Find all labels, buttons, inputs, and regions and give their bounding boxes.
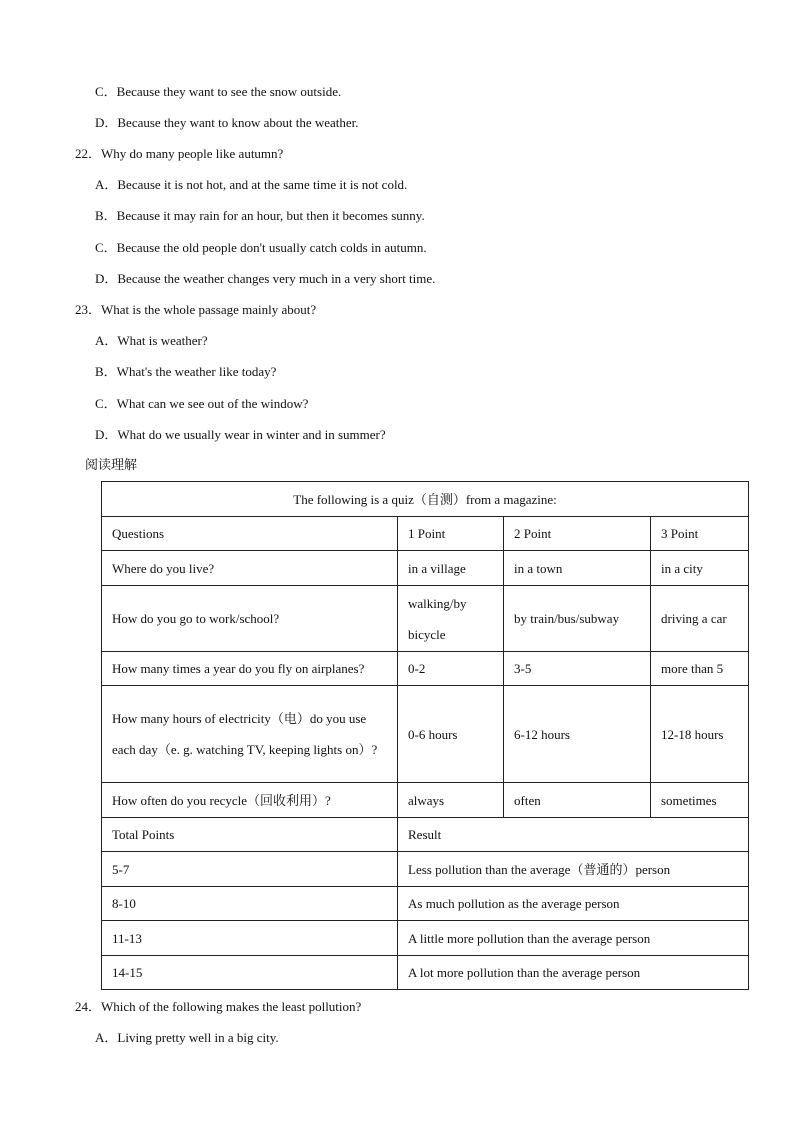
point-2-cell: often bbox=[504, 783, 651, 818]
question-23: 23．What is the whole passage mainly about? bbox=[75, 302, 317, 317]
table-row bbox=[102, 852, 749, 887]
q21-option-c: C．Because they want to see the snow outside. bbox=[95, 84, 342, 99]
result-header-row bbox=[102, 818, 749, 852]
result-cell: Less pollution than the average（普通的）person bbox=[398, 852, 749, 887]
quiz-table bbox=[101, 481, 749, 990]
question-24: 24．Which of the following makes the least pollution? bbox=[75, 999, 362, 1014]
header-result: Result bbox=[398, 818, 749, 852]
table-row bbox=[102, 652, 749, 686]
q23-option-c: C．What can we see out of the window? bbox=[95, 396, 309, 411]
q21-option-d: D．Because they want to know about the weather. bbox=[95, 115, 359, 130]
point-2-cell: 3-5 bbox=[504, 652, 651, 686]
point-3-cell: driving a car bbox=[651, 586, 749, 652]
points-range-cell: 8-10 bbox=[102, 887, 398, 921]
question-cell: Where do you live? bbox=[102, 551, 398, 586]
quiz-caption-row bbox=[102, 482, 749, 517]
question-cell: How many hours of electricity（电）do you use each day（e. g. watching TV, keeping lights on）? bbox=[102, 686, 398, 783]
point-1-cell: in a village bbox=[398, 551, 504, 586]
header-total-points: Total Points bbox=[102, 818, 398, 852]
table-row bbox=[102, 921, 749, 956]
points-range-cell: 5-7 bbox=[102, 852, 398, 887]
result-cell: A little more pollution than the average person bbox=[398, 921, 749, 956]
q22-option-d: D．Because the weather changes very much in a very short time. bbox=[95, 271, 436, 286]
point-1-cell: 0-2 bbox=[398, 652, 504, 686]
header-2-point: 2 Point bbox=[504, 517, 651, 551]
table-row bbox=[102, 783, 749, 818]
q23-option-b: B．What's the weather like today? bbox=[95, 364, 277, 379]
table-row bbox=[102, 887, 749, 921]
quiz-caption: The following is a quiz（自测）from a magazine: bbox=[102, 482, 749, 517]
point-1-cell: always bbox=[398, 783, 504, 818]
q23-option-d: D．What do we usually wear in winter and in summer? bbox=[95, 427, 386, 442]
result-cell: As much pollution as the average person bbox=[398, 887, 749, 921]
q23-option-a: A．What is weather? bbox=[95, 333, 208, 348]
q24-option-a: A．Living pretty well in a big city. bbox=[95, 1030, 279, 1045]
header-questions: Questions bbox=[102, 517, 398, 551]
section-title: 阅读理解 bbox=[85, 458, 138, 473]
question-cell: How do you go to work/school? bbox=[102, 586, 398, 652]
q22-option-c: C．Because the old people don't usually catch colds in autumn. bbox=[95, 240, 427, 255]
point-3-cell: sometimes bbox=[651, 783, 749, 818]
question-cell: How many times a year do you fly on airplanes? bbox=[102, 652, 398, 686]
point-3-cell: in a city bbox=[651, 551, 749, 586]
points-range-cell: 14-15 bbox=[102, 956, 398, 990]
point-2-cell: in a town bbox=[504, 551, 651, 586]
point-3-cell: more than 5 bbox=[651, 652, 749, 686]
point-2-cell: by train/bus/subway bbox=[504, 586, 651, 652]
point-1-cell: walking/by bicycle bbox=[398, 586, 504, 652]
header-1-point: 1 Point bbox=[398, 517, 504, 551]
quiz-header-row bbox=[102, 517, 749, 551]
q22-option-b: B．Because it may rain for an hour, but then it becomes sunny. bbox=[95, 208, 425, 223]
question-22: 22．Why do many people like autumn? bbox=[75, 146, 284, 161]
table-row bbox=[102, 586, 749, 652]
q22-option-a: A．Because it is not hot, and at the same time it is not cold. bbox=[95, 177, 408, 192]
result-cell: A lot more pollution than the average person bbox=[398, 956, 749, 990]
table-row bbox=[102, 551, 749, 586]
point-2-cell: 6-12 hours bbox=[504, 686, 651, 783]
point-1-cell: 0-6 hours bbox=[398, 686, 504, 783]
points-range-cell: 11-13 bbox=[102, 921, 398, 956]
table-row bbox=[102, 956, 749, 990]
point-3-cell: 12-18 hours bbox=[651, 686, 749, 783]
header-3-point: 3 Point bbox=[651, 517, 749, 551]
question-cell: How often do you recycle（回收利用）? bbox=[102, 783, 398, 818]
table-row bbox=[102, 686, 749, 783]
